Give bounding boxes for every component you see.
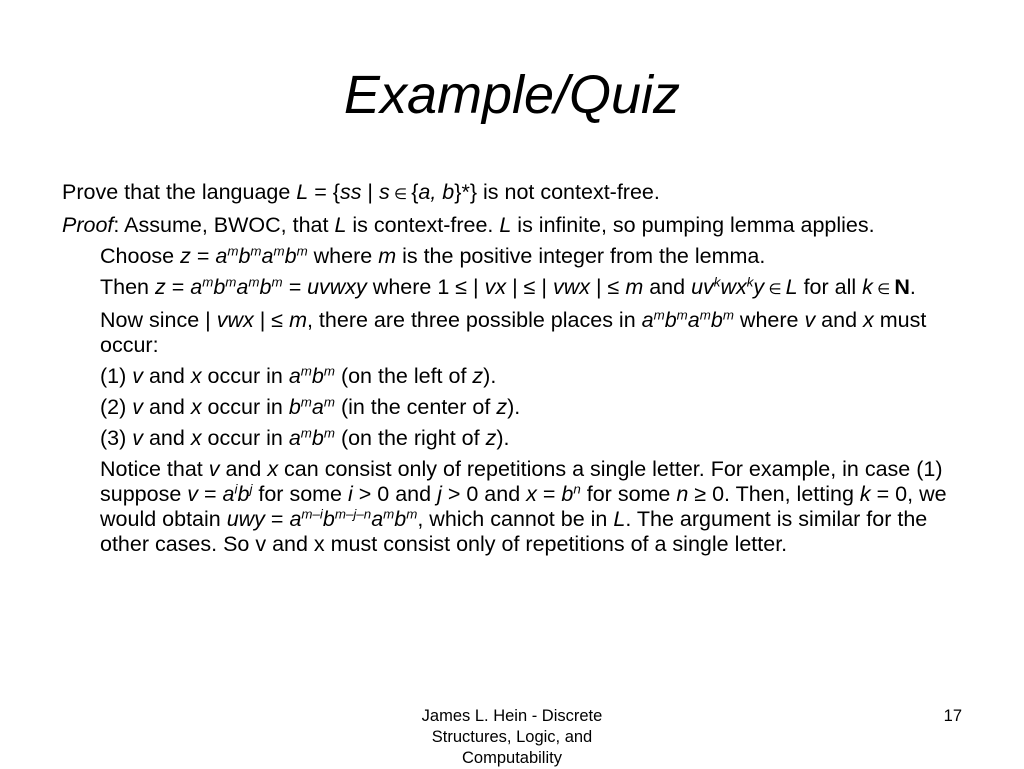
- line-6: [62, 364, 972, 389]
- text: b: [213, 275, 226, 299]
- page-number: 17: [943, 707, 962, 725]
- text: occur in: [201, 426, 289, 450]
- text: a: [288, 426, 301, 450]
- text: m–i: [301, 506, 323, 522]
- text: z: [472, 364, 484, 388]
- text: j: [437, 482, 442, 506]
- text: ).: [496, 426, 510, 450]
- line-3: [62, 244, 972, 269]
- text: ss: [339, 180, 362, 204]
- text: and: [815, 308, 864, 332]
- text: m: [323, 425, 335, 441]
- text: (2): [100, 395, 133, 419]
- text: ∈: [764, 281, 786, 298]
- line-8: [62, 426, 972, 451]
- text: a: [641, 308, 654, 332]
- text: v: [132, 426, 143, 450]
- text: a: [236, 275, 249, 299]
- slide-body: [62, 180, 972, 563]
- text: v: [132, 395, 143, 419]
- text: ∈: [872, 281, 895, 298]
- text: v: [132, 364, 143, 388]
- text: = uvwxy: [282, 275, 367, 299]
- text: b: [664, 308, 677, 332]
- text: b: [259, 275, 272, 299]
- text: k: [746, 274, 754, 290]
- text: . The argument is similar for the other cases. So v and x must consist only of repetitions of a single letter.: [100, 507, 928, 556]
- text: ≥ 0. Then, letting: [688, 482, 860, 506]
- text: m: [722, 307, 734, 323]
- text: vwx: [552, 275, 590, 299]
- text: , there are three possible places in: [306, 308, 642, 332]
- text: wx: [720, 275, 747, 299]
- text: }*} is not context-free.: [454, 180, 660, 204]
- text: a: [288, 364, 301, 388]
- text: N: [894, 275, 910, 299]
- text: ).: [507, 395, 521, 419]
- text: a: [222, 482, 235, 506]
- text: a: [311, 395, 324, 419]
- text: must occur:: [100, 308, 927, 357]
- text: b: [322, 507, 335, 531]
- text: n: [676, 482, 689, 506]
- line-5: [62, 308, 972, 358]
- text: a: [190, 275, 203, 299]
- text: =: [264, 507, 290, 531]
- text: =: [190, 244, 216, 268]
- text: vx: [484, 275, 507, 299]
- text: m: [300, 394, 312, 410]
- text: m: [202, 274, 214, 290]
- text: and: [143, 426, 191, 450]
- text: ).: [483, 364, 497, 388]
- text: x: [267, 457, 279, 481]
- text: k: [862, 275, 873, 299]
- text: m: [699, 307, 711, 323]
- text: | ≤: [590, 275, 626, 299]
- text: m: [378, 244, 397, 268]
- text: vwx: [216, 308, 254, 332]
- text: L: [613, 507, 626, 531]
- text: Notice that: [100, 457, 209, 481]
- text: can consist only of repetitions a single letter. For example, in case (1) suppose: [100, 457, 943, 506]
- text: m: [676, 307, 688, 323]
- text: b: [710, 308, 723, 332]
- text: z: [180, 244, 191, 268]
- text: v: [187, 482, 199, 506]
- text: x: [190, 395, 202, 419]
- text: {: [411, 180, 419, 204]
- text: a: [215, 244, 228, 268]
- text: (1): [100, 364, 133, 388]
- text: = 0, we would obtain: [100, 482, 947, 531]
- text: uwy: [226, 507, 265, 531]
- slide-title: Example/Quiz: [343, 65, 681, 125]
- text: x: [190, 426, 202, 450]
- text: m: [323, 394, 335, 410]
- text: s: [379, 180, 390, 204]
- line-1: [62, 180, 972, 207]
- text: , which cannot be in: [417, 507, 614, 531]
- text: m: [323, 363, 335, 379]
- text: (3): [100, 426, 133, 450]
- text: Then: [100, 275, 155, 299]
- text: z: [485, 426, 497, 450]
- text: Choose: [100, 244, 181, 268]
- text: b: [288, 395, 301, 419]
- text: (in the center of: [334, 395, 497, 419]
- text: a: [289, 507, 302, 531]
- text: k: [859, 482, 871, 506]
- text: b: [284, 244, 297, 268]
- text: (on the left of: [334, 364, 473, 388]
- text: L: [334, 213, 347, 237]
- text: and: [143, 364, 191, 388]
- text: v: [804, 308, 816, 332]
- text: > 0 and: [352, 482, 438, 506]
- text: where 1 ≤ |: [366, 275, 485, 299]
- text: b: [394, 507, 407, 531]
- text: a, b: [418, 180, 455, 204]
- text: b: [238, 244, 251, 268]
- line-4: [62, 275, 972, 302]
- text: a: [261, 244, 274, 268]
- text: occur in: [201, 364, 289, 388]
- line-2: [62, 213, 972, 238]
- text: where: [307, 244, 379, 268]
- text: b: [311, 426, 324, 450]
- text: m: [250, 243, 262, 259]
- text: n: [573, 481, 581, 497]
- text: and: [643, 275, 692, 299]
- text: j: [249, 481, 253, 497]
- text: m: [227, 243, 239, 259]
- text: m: [300, 425, 312, 441]
- text: z: [154, 275, 166, 299]
- text: m: [653, 307, 665, 323]
- text: .: [909, 275, 916, 299]
- text: b: [311, 364, 324, 388]
- text: | ≤: [253, 308, 290, 332]
- text: a: [371, 507, 384, 531]
- text: = {: [308, 180, 340, 204]
- line-9: [62, 457, 972, 557]
- text: =: [536, 482, 562, 506]
- text: v: [208, 457, 220, 481]
- text: m: [225, 274, 237, 290]
- text: a: [687, 308, 700, 332]
- text: uv: [691, 275, 714, 299]
- text: > 0 and: [441, 482, 527, 506]
- text: : Assume, BWOC, that: [113, 213, 335, 237]
- text: for all: [797, 275, 863, 299]
- text: and: [143, 395, 191, 419]
- text: for some: [580, 482, 677, 506]
- text: x: [190, 364, 202, 388]
- text: and: [219, 457, 268, 481]
- text: m–j–n: [334, 506, 372, 522]
- text: for some: [252, 482, 348, 506]
- text: m: [273, 243, 285, 259]
- footer-text: James L. Hein - Discrete Structures, Logic, and Computability: [421, 707, 603, 767]
- text: i: [348, 482, 353, 506]
- text: L: [499, 213, 512, 237]
- text: y: [753, 275, 765, 299]
- text: occur in: [201, 395, 289, 419]
- text: | ≤ |: [506, 275, 553, 299]
- text: m: [406, 506, 418, 522]
- text: b: [561, 482, 574, 506]
- text: m: [248, 274, 260, 290]
- text: is infinite, so pumping lemma applies.: [511, 213, 875, 237]
- text: L: [785, 275, 798, 299]
- line-7: [62, 395, 972, 420]
- text: L: [296, 180, 309, 204]
- text: =: [198, 482, 223, 506]
- text: x: [863, 308, 874, 332]
- text: (on the right of: [334, 426, 486, 450]
- text: k: [713, 274, 721, 290]
- text: Now since |: [100, 308, 217, 332]
- text: where: [733, 308, 805, 332]
- text: is the positive integer from the lemma.: [396, 244, 766, 268]
- text: m: [296, 243, 308, 259]
- text: Prove that the language: [62, 180, 297, 204]
- text: |: [361, 180, 379, 204]
- text: =: [165, 275, 191, 299]
- text: b: [237, 482, 250, 506]
- text: Proof: [62, 213, 114, 237]
- text: z: [496, 395, 508, 419]
- text: is context-free.: [346, 213, 500, 237]
- text: m: [383, 506, 395, 522]
- text: i: [234, 481, 238, 497]
- text: m: [271, 274, 283, 290]
- text: m: [625, 275, 644, 299]
- text: m: [300, 363, 312, 379]
- text: ∈: [389, 186, 412, 203]
- text: m: [289, 308, 307, 332]
- text: x: [526, 482, 537, 506]
